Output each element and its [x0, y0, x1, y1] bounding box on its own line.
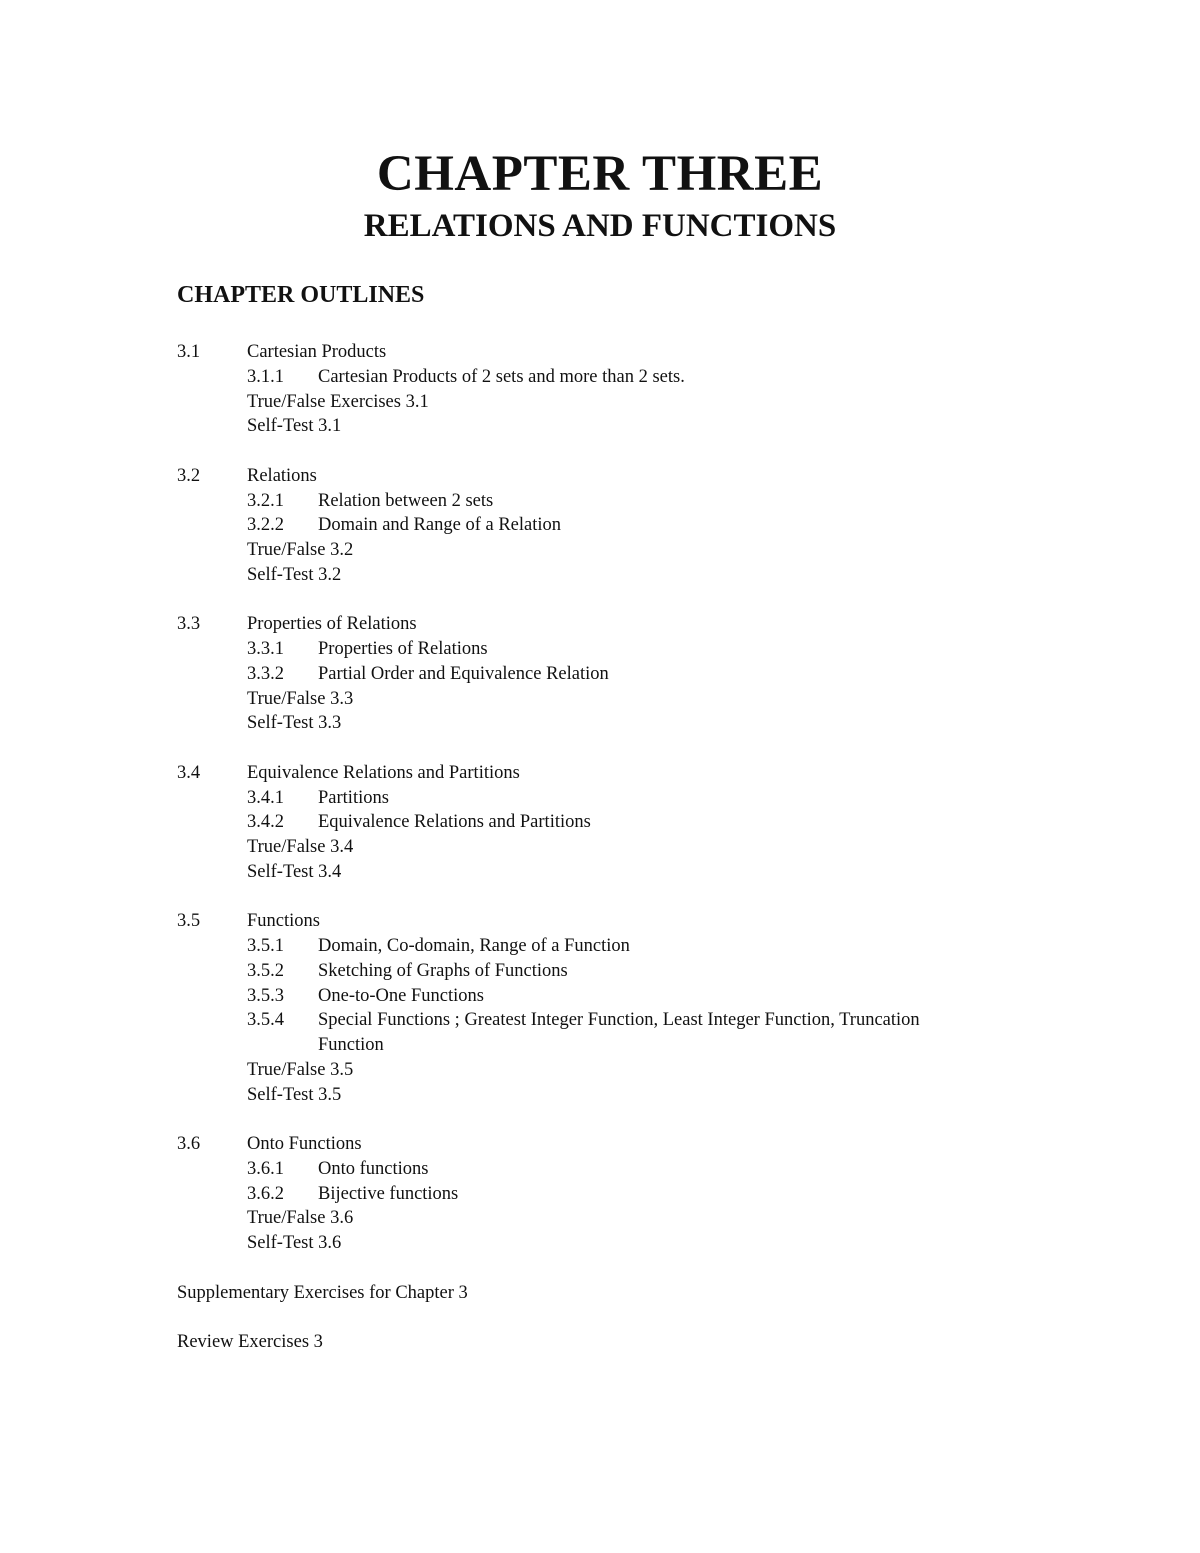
- subsection-line: [0, 1008, 1200, 1033]
- section-title: Onto Functions: [247, 1134, 362, 1154]
- exercise-line: [0, 1206, 1200, 1231]
- section-heading-line: [0, 909, 1200, 934]
- subsection-line: [0, 662, 1200, 687]
- section-number: 3.5: [177, 911, 201, 932]
- exercise-line: [0, 538, 1200, 563]
- exercise-item: Self-Test 3.1: [247, 416, 342, 437]
- exercise-line: [0, 835, 1200, 860]
- subsection-number: 3.5.4: [247, 1010, 284, 1031]
- exercise-line: [0, 860, 1200, 885]
- subsection-title: One-to-One Functions: [318, 985, 484, 1006]
- subsection-line: [0, 637, 1200, 662]
- subsection-title: Relation between 2 sets: [318, 490, 494, 511]
- subsection-line: [0, 984, 1200, 1009]
- section-heading-line: [0, 464, 1200, 489]
- exercise-item: Self-Test 3.3: [247, 713, 342, 734]
- subsection-title: Properties of Relations: [318, 639, 488, 659]
- subsection-number: 3.5.2: [247, 960, 284, 981]
- section-title: Cartesian Products: [247, 342, 387, 362]
- subsection-number: 3.6.2: [247, 1183, 284, 1204]
- subsection-line: [0, 489, 1200, 514]
- outline-section: [0, 909, 1200, 1107]
- subsection-title: Sketching of Graphs of Functions: [318, 960, 568, 981]
- subsection-line: [0, 513, 1200, 538]
- chapter-outline: [0, 340, 1200, 1380]
- supplementary-exercises: Supplementary Exercises for Chapter 3: [177, 1282, 468, 1303]
- outline-section: [0, 761, 1200, 885]
- subsection-number: 3.4.1: [247, 787, 284, 808]
- subsection-number: 3.2.2: [247, 515, 284, 536]
- exercise-item: True/False 3.2: [247, 540, 354, 560]
- subsection-number: 3.5.1: [247, 936, 284, 956]
- subsection-line: [0, 786, 1200, 811]
- section-number: 3.4: [177, 762, 201, 783]
- subsection-title: Partial Order and Equivalence Relation: [318, 663, 609, 684]
- supplementary-line: [0, 1281, 1200, 1306]
- exercise-line: [0, 687, 1200, 712]
- exercise-line: [0, 390, 1200, 415]
- section-number: 3.3: [177, 614, 201, 635]
- exercise-item: True/False 3.4: [247, 837, 354, 857]
- subsection-number: 3.1.1: [247, 366, 284, 387]
- subsection-number: 3.4.2: [247, 812, 284, 833]
- exercise-line: [0, 414, 1200, 439]
- section-heading-line: [0, 1132, 1200, 1157]
- subsection-line: [0, 1157, 1200, 1182]
- exercise-item: Self-Test 3.5: [247, 1084, 342, 1105]
- subsection-title: Equivalence Relations and Partitions: [318, 812, 591, 833]
- exercise-item: True/False 3.3: [247, 688, 354, 709]
- section-title: Properties of Relations: [247, 614, 417, 635]
- subsection-line: [0, 365, 1200, 390]
- outline-section: [0, 340, 1200, 439]
- subsection-line: [0, 959, 1200, 984]
- subsection-title-continuation: Function: [318, 1035, 384, 1055]
- section-title: Relations: [247, 465, 317, 486]
- exercise-item: Self-Test 3.2: [247, 564, 342, 585]
- section-heading-line: [0, 340, 1200, 365]
- exercise-line: [0, 1231, 1200, 1256]
- outline-heading: CHAPTER OUTLINES: [177, 282, 425, 308]
- outline-section: [0, 464, 1200, 588]
- subsection-number: 3.2.1: [247, 490, 284, 511]
- section-title: Functions: [247, 911, 320, 932]
- subsection-continuation-line: [0, 1033, 1200, 1058]
- section-number: 3.2: [177, 465, 201, 486]
- exercise-item: True/False Exercises 3.1: [247, 391, 429, 412]
- exercise-item: Self-Test 3.6: [247, 1233, 342, 1253]
- subsection-line: [0, 810, 1200, 835]
- review-line: [0, 1330, 1200, 1355]
- exercise-line: [0, 711, 1200, 736]
- chapter-title: CHAPTER THREE: [376, 146, 824, 202]
- exercise-line: [0, 1083, 1200, 1108]
- exercise-item: True/False 3.6: [247, 1208, 354, 1229]
- exercise-line: [0, 563, 1200, 588]
- subsection-title: Partitions: [318, 787, 389, 808]
- exercise-item: True/False 3.5: [247, 1059, 354, 1080]
- review-exercises: Review Exercises 3: [177, 1332, 323, 1352]
- exercise-item: Self-Test 3.4: [247, 861, 342, 882]
- section-heading-line: [0, 761, 1200, 786]
- section-number: 3.1: [177, 342, 201, 362]
- subsection-title: Bijective functions: [318, 1183, 459, 1204]
- subsection-line: [0, 934, 1200, 959]
- subsection-title: Cartesian Products of 2 sets and more than 2 sets.: [318, 366, 685, 387]
- section-heading-line: [0, 612, 1200, 637]
- subsection-number: 3.3.2: [247, 663, 284, 684]
- subsection-title: Onto functions: [318, 1158, 429, 1179]
- subsection-title: Domain, Co-domain, Range of a Function: [318, 936, 630, 956]
- subsection-title: Special Functions ; Greatest Integer Function, Least Integer Function, Truncation: [318, 1010, 920, 1031]
- section-title: Equivalence Relations and Partitions: [247, 762, 520, 783]
- section-number: 3.6: [177, 1134, 201, 1154]
- subsection-number: 3.3.1: [247, 639, 284, 659]
- subsection-number: 3.6.1: [247, 1158, 284, 1179]
- subsection-line: [0, 1182, 1200, 1207]
- subsection-number: 3.5.3: [247, 985, 284, 1006]
- exercise-line: [0, 1058, 1200, 1083]
- subsection-title: Domain and Range of a Relation: [318, 515, 562, 536]
- outline-section: [0, 612, 1200, 736]
- outline-section: [0, 1132, 1200, 1256]
- chapter-subtitle: RELATIONS AND FUNCTIONS: [363, 208, 837, 244]
